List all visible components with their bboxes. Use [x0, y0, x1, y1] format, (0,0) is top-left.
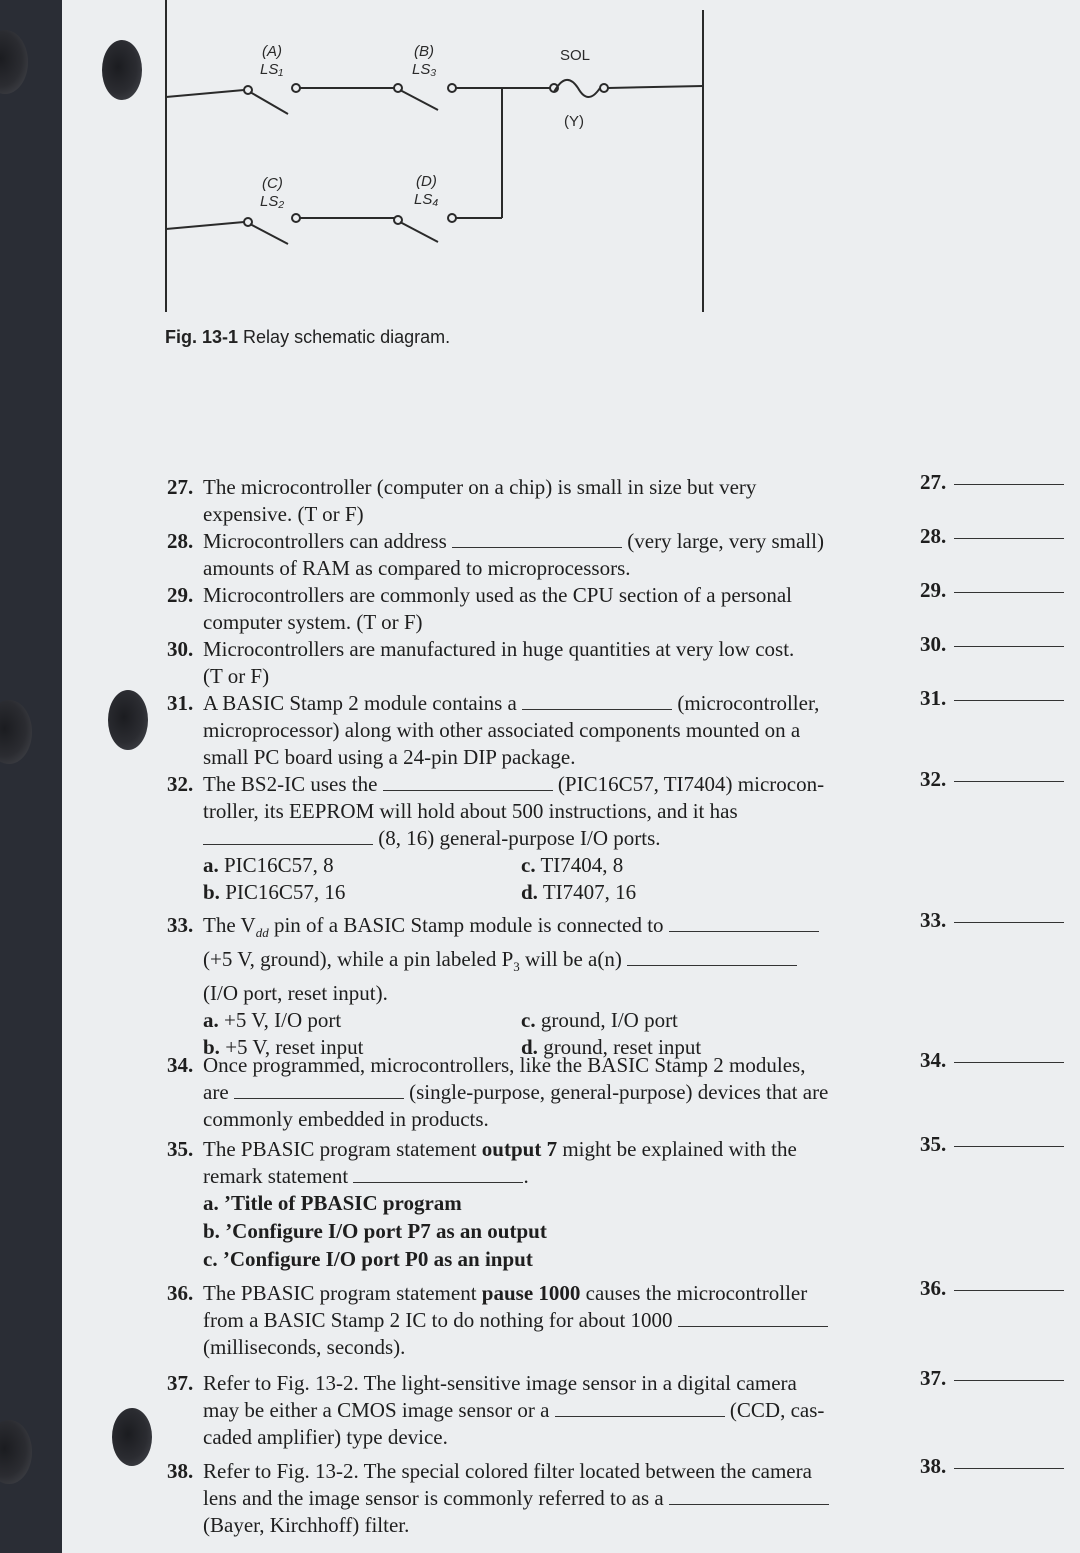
question-36: [167, 1280, 897, 1361]
question-text: expensive. (T or F): [203, 502, 364, 526]
fill-in-blank[interactable]: [383, 772, 553, 791]
question-text: troller, its EEPROM will hold about 500 instructions, and it has: [203, 799, 738, 823]
question-number: 35.: [167, 1137, 194, 1161]
question-text: small PC board using a 24-pin DIP package.: [203, 745, 576, 769]
question-text: The V: [203, 913, 256, 937]
label-a: (A): [262, 43, 282, 60]
question-number: 28.: [167, 529, 194, 553]
question-32: [167, 771, 897, 908]
question-text: (8, 16) general-purpose I/O ports.: [378, 826, 661, 850]
page-hole-middle: [108, 690, 148, 750]
page-hole-top: [102, 40, 142, 100]
answer-options: [203, 852, 897, 908]
option-b[interactable]: b. +5 V, reset input: [203, 1035, 364, 1060]
p3-subscript: 3: [513, 959, 520, 975]
answer-line[interactable]: [954, 1062, 1064, 1063]
answer-line[interactable]: [954, 781, 1064, 782]
answer-35: 35.: [920, 1132, 1064, 1157]
textbook-page: [62, 0, 1080, 1553]
label-c: (C): [262, 175, 283, 192]
fill-in-blank[interactable]: [522, 691, 672, 710]
question-number: 38.: [167, 1459, 194, 1483]
answer-27: 27.: [920, 470, 1064, 495]
answer-29: 29.: [920, 578, 1064, 603]
question-29: [167, 582, 897, 636]
answer-line[interactable]: [954, 700, 1064, 701]
option-a[interactable]: a. ’Title of PBASIC program: [203, 1191, 462, 1215]
question-text: (microcontroller,: [677, 691, 820, 715]
question-number: 30.: [167, 637, 194, 661]
option-d[interactable]: d. ground, reset input: [521, 1035, 702, 1060]
fill-in-blank[interactable]: [234, 1080, 404, 1099]
question-number: 31.: [167, 691, 194, 715]
question-text: Refer to Fig. 13-2. The special colored filter located between the camera: [203, 1459, 812, 1483]
answer-34: 34.: [920, 1048, 1064, 1073]
question-text: caded amplifier) type device.: [203, 1425, 448, 1449]
answer-36: 36.: [920, 1276, 1064, 1301]
answer-37: 37.: [920, 1366, 1064, 1391]
fill-in-blank[interactable]: [669, 1486, 829, 1505]
question-text: Microcontrollers are commonly used as the CPU section of a personal: [203, 583, 793, 607]
answer-line[interactable]: [954, 922, 1064, 923]
question-text: amounts of RAM as compared to microprocessors.: [203, 556, 631, 580]
relay-schematic-diagram: [162, 0, 1062, 360]
answer-line[interactable]: [954, 1146, 1064, 1147]
question-text: The microcontroller (computer on a chip) is small in size but very: [203, 475, 757, 499]
label-ls4: LS₄: [414, 191, 439, 208]
fill-in-blank[interactable]: [353, 1164, 523, 1183]
answer-line[interactable]: [954, 646, 1064, 647]
question-text: Once programmed, microcontrollers, like the BASIC Stamp 2 modules,: [203, 1053, 806, 1077]
option-b[interactable]: b. ’Configure I/O port P7 as an output: [203, 1219, 547, 1243]
answer-line[interactable]: [954, 1380, 1064, 1381]
question-38: [167, 1458, 897, 1539]
question-text: (PIC16C57, TI7404) microcon-: [557, 772, 825, 796]
question-37: [167, 1370, 897, 1451]
binder-hole-middle: [0, 700, 32, 764]
answer-line[interactable]: [954, 1290, 1064, 1291]
question-text: (milliseconds, seconds).: [203, 1335, 406, 1359]
answer-28: 28.: [920, 524, 1064, 549]
answer-30: 30.: [920, 632, 1064, 657]
question-text: A BASIC Stamp 2 module contains a: [203, 691, 517, 715]
label-d: (D): [416, 173, 437, 190]
question-text: causes the microcontroller: [585, 1281, 808, 1305]
question-text: (+5 V, ground), while a pin labeled P: [203, 947, 514, 972]
label-sol: SOL: [560, 47, 591, 64]
figure-caption-text: Relay schematic diagram.: [243, 327, 451, 347]
question-text: lens and the image sensor is commonly referred to as a: [203, 1486, 664, 1510]
answer-31: 31.: [920, 686, 1064, 711]
option-c[interactable]: c. ’Configure I/O port P0 as an input: [203, 1247, 533, 1271]
fill-in-blank[interactable]: [669, 913, 819, 932]
fill-in-blank[interactable]: [678, 1308, 828, 1327]
question-text: (I/O port, reset input).: [203, 981, 388, 1006]
figure-caption: [165, 327, 450, 348]
vdd-subscript: dd: [255, 925, 269, 941]
code-statement: pause 1000: [481, 1281, 581, 1305]
answer-options: [203, 1190, 897, 1274]
answer-32: 32.: [920, 767, 1064, 792]
question-text: might be explained with the: [562, 1137, 797, 1161]
question-number: 27.: [167, 475, 194, 499]
label-ls2: LS₂: [260, 193, 285, 210]
question-number: 36.: [167, 1281, 194, 1305]
binder-hole-top: [0, 30, 28, 94]
question-text: (very large, very small): [627, 529, 824, 553]
question-number: 32.: [167, 772, 194, 796]
question-text: will be a(n): [525, 947, 622, 972]
label-y: (Y): [564, 113, 584, 130]
answer-line[interactable]: [954, 538, 1064, 539]
option-c[interactable]: c. TI7404, 8: [521, 853, 624, 877]
question-text: from a BASIC Stamp 2 IC to do nothing for about 1000: [203, 1308, 673, 1332]
label-ls3: LS₃: [412, 61, 437, 78]
answer-line[interactable]: [954, 1468, 1064, 1469]
question-text: (CCD, cas-: [729, 1398, 825, 1422]
option-d[interactable]: d. TI7407, 16: [521, 880, 637, 904]
question-text: The BS2-IC uses the: [203, 772, 378, 796]
question-number: 34.: [167, 1053, 194, 1077]
binder-hole-bottom: [0, 1420, 32, 1484]
question-number: 37.: [167, 1371, 194, 1395]
question-35: 35. The PBASIC program statement output 7 might be explained with the remark statement . a. ’Title of PBASIC program b. ’Configure I/O port P7 as an output c. ’Configure I/O port P0 as an input: [167, 1136, 897, 1274]
question-33: [167, 912, 897, 1063]
question-text: Microcontrollers can address: [203, 529, 447, 553]
question-number: 29.: [167, 583, 194, 607]
question-text: The PBASIC program statement: [203, 1137, 477, 1161]
question-text: Microcontrollers are manufactured in huge quantities at very low cost.: [203, 637, 795, 661]
question-text: (T or F): [203, 664, 270, 688]
fill-in-blank[interactable]: [203, 826, 373, 845]
option-a[interactable]: a. +5 V, I/O port: [203, 1008, 342, 1033]
question-number: 33.: [167, 913, 194, 937]
label-ls1: LS₁: [260, 61, 284, 78]
question-text: (Bayer, Kirchhoff) filter.: [203, 1513, 410, 1537]
option-b[interactable]: b. PIC16C57, 16: [203, 880, 346, 904]
answer-38: 38.: [920, 1454, 1064, 1479]
option-c[interactable]: c. ground, I/O port: [521, 1008, 678, 1033]
question-text: microprocessor) along with other associated components mounted on a: [203, 718, 801, 742]
question-text: Refer to Fig. 13-2. The light-sensitive image sensor in a digital camera: [203, 1371, 797, 1395]
option-a[interactable]: a. PIC16C57, 8: [203, 853, 334, 877]
figure-caption-number: Fig. 13-1: [165, 327, 239, 347]
page-hole-bottom: [112, 1408, 152, 1466]
question-34: [167, 1052, 897, 1133]
question-text: are: [203, 1080, 229, 1104]
answer-line[interactable]: [954, 484, 1064, 485]
question-text: pin of a BASIC Stamp module is connected to: [273, 913, 664, 937]
question-text: remark statement: [203, 1164, 349, 1188]
question-text: may be either a CMOS image sensor or a: [203, 1398, 550, 1422]
question-28: [167, 528, 897, 582]
answer-33: 33.: [920, 908, 1064, 933]
question-31: [167, 690, 897, 771]
fill-in-blank[interactable]: [452, 529, 622, 548]
code-statement: output 7: [481, 1137, 558, 1161]
question-text: (single-purpose, general-purpose) devices that are: [409, 1080, 829, 1104]
answer-line[interactable]: [954, 592, 1064, 593]
question-30: [167, 636, 897, 690]
question-text: commonly embedded in products.: [203, 1107, 489, 1131]
fill-in-blank[interactable]: [627, 947, 797, 966]
label-b: (B): [414, 43, 434, 60]
fill-in-blank[interactable]: [555, 1398, 725, 1417]
question-27: [167, 474, 897, 528]
question-text: The PBASIC program statement: [203, 1281, 477, 1305]
question-text: computer system. (T or F): [203, 610, 423, 634]
